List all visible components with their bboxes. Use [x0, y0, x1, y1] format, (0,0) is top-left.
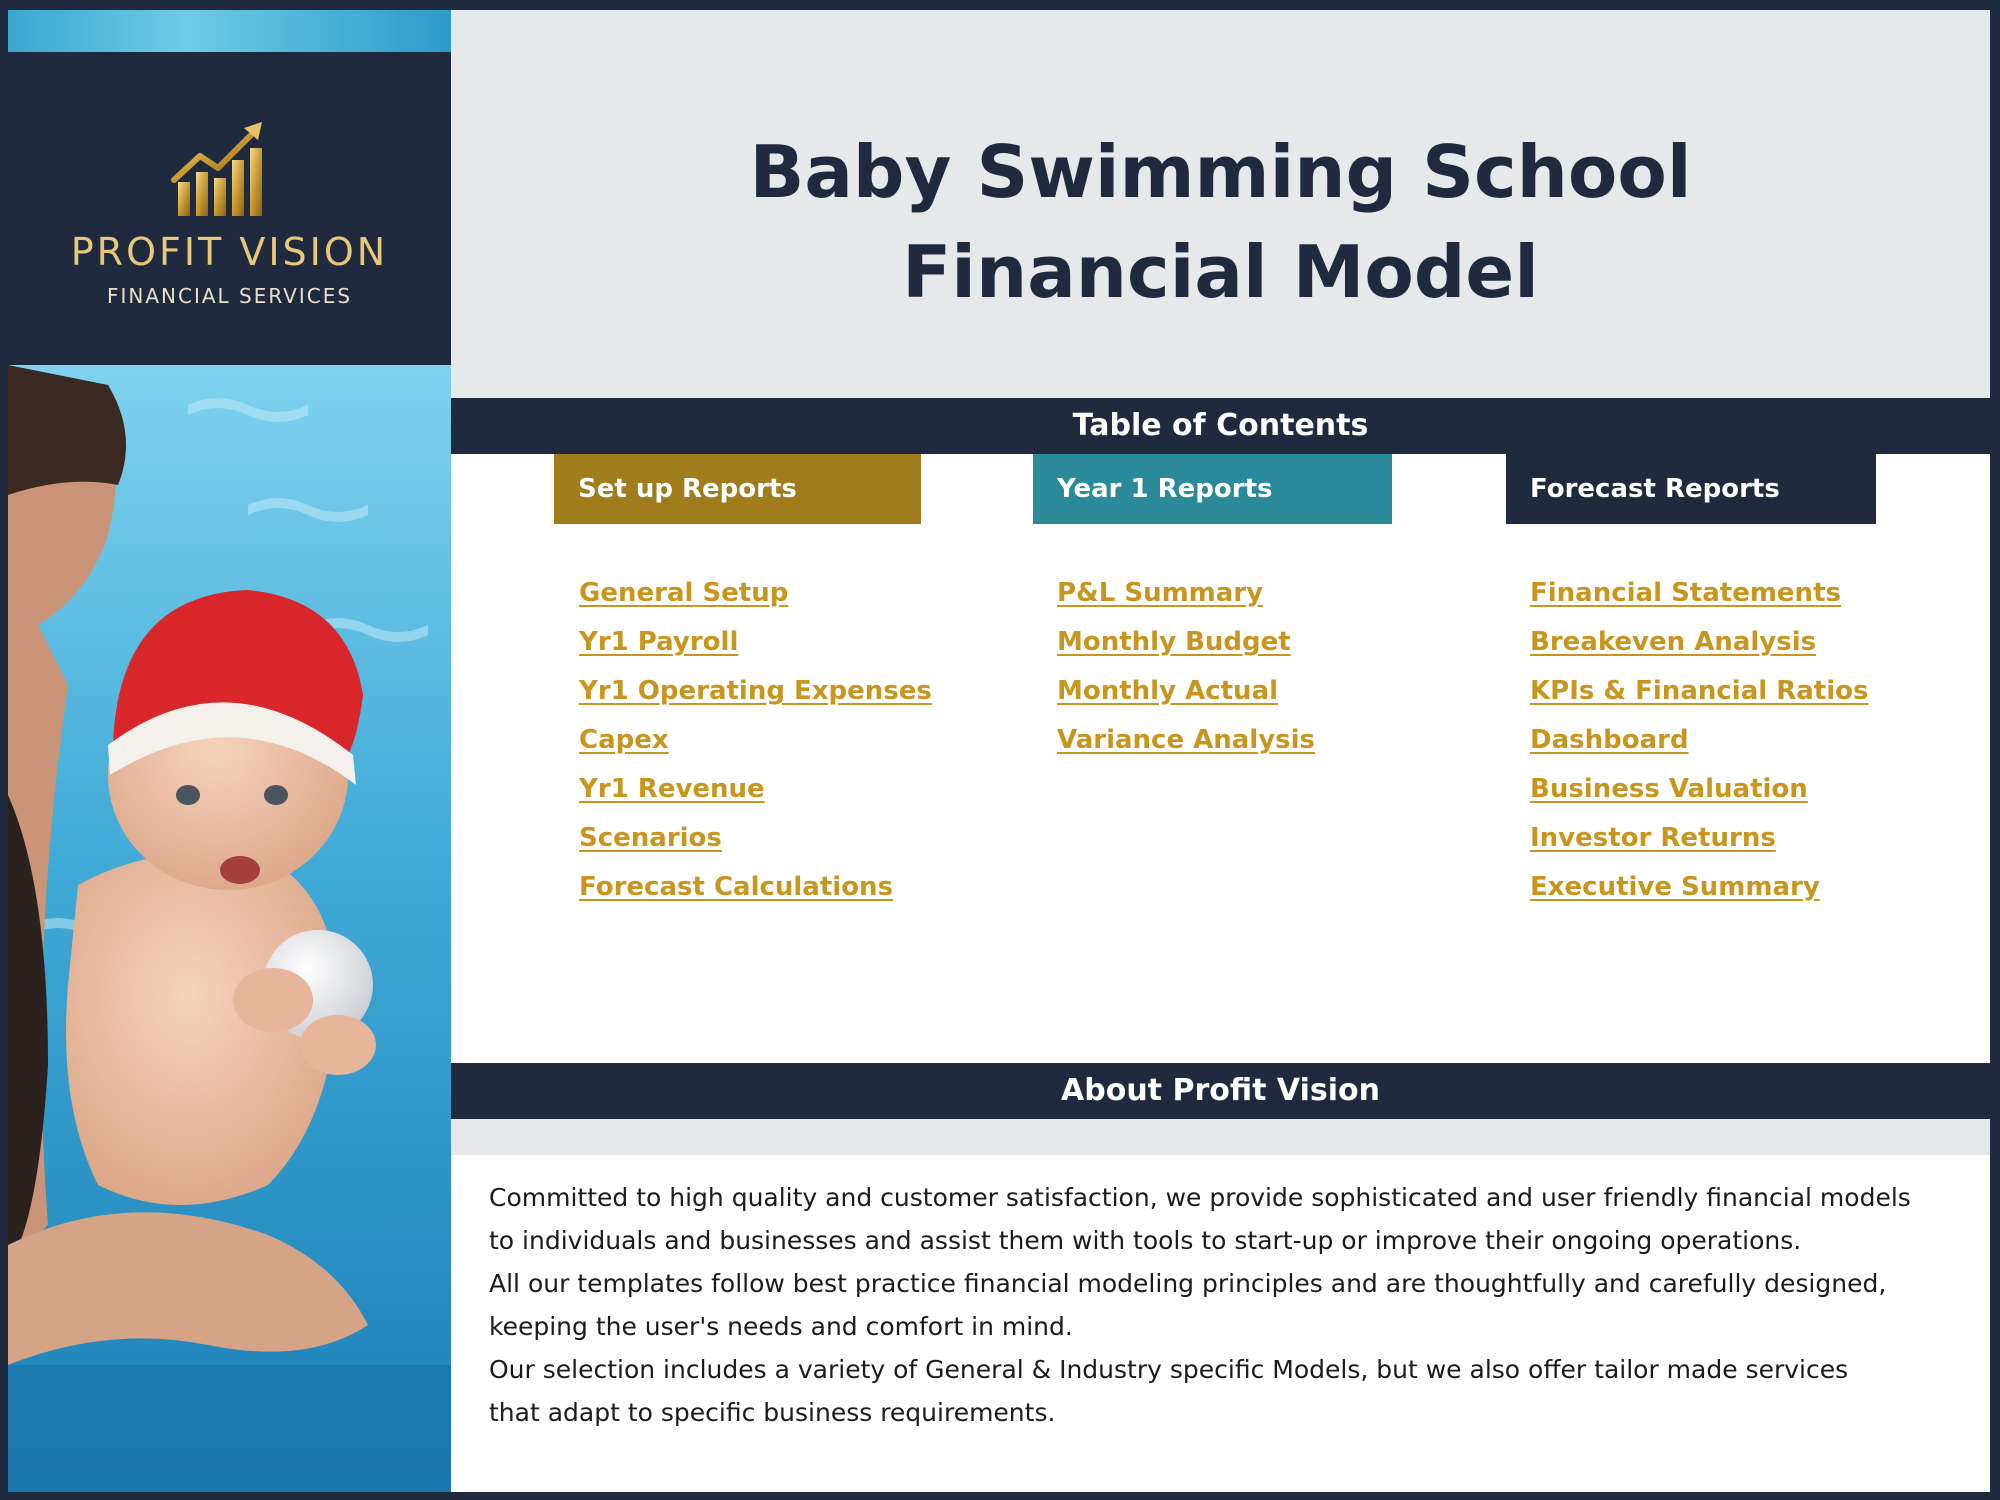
list-item [1530, 578, 1868, 627]
list-item [579, 578, 932, 627]
list-item [579, 676, 932, 725]
list-item [579, 627, 932, 676]
link-yr1-payroll[interactable]: Yr1 Payroll [579, 627, 739, 657]
page-title-line1: Baby Swimming School [749, 130, 1692, 214]
list-item [1530, 823, 1868, 872]
link-pl-summary[interactable]: P&L Summary [1057, 578, 1264, 608]
brand-logo-panel [8, 52, 451, 365]
link-scenarios[interactable]: Scenarios [579, 823, 722, 853]
link-kpis-financial-ratios[interactable]: KPIs & Financial Ratios [1530, 676, 1869, 706]
list-item [1530, 725, 1868, 774]
title-banner [451, 10, 1990, 398]
list-item [1057, 578, 1315, 627]
toc-heading: Table of Contents [451, 398, 1990, 454]
list-item [1530, 872, 1868, 921]
link-investor-returns[interactable]: Investor Returns [1530, 823, 1776, 853]
list-item [579, 823, 932, 872]
link-monthly-actual[interactable]: Monthly Actual [1057, 676, 1279, 706]
brand-tagline: FINANCIAL SERVICES [106, 284, 353, 308]
year1-reports-links [1057, 578, 1315, 774]
about-line: that adapt to specific business requirements. [489, 1398, 1056, 1427]
link-general-setup[interactable]: General Setup [579, 578, 789, 608]
link-business-valuation[interactable]: Business Valuation [1530, 774, 1808, 804]
link-financial-statements[interactable]: Financial Statements [1530, 578, 1841, 608]
about-line: Our selection includes a variety of General & Industry specific Models, but we also offer tailor made services [489, 1355, 1849, 1384]
main-content [451, 10, 1990, 1492]
forecast-reports-links [1530, 578, 1868, 921]
list-item [1530, 627, 1868, 676]
list-item [1530, 774, 1868, 823]
brand-name: PROFIT VISION [70, 230, 389, 274]
list-item [579, 774, 932, 823]
page-title-line2: Financial Model [902, 230, 1539, 314]
about-line: Committed to high quality and customer satisfaction, we provide sophisticated and user friendly financial models [489, 1183, 1911, 1212]
link-variance-analysis[interactable]: Variance Analysis [1057, 725, 1316, 755]
list-item [1057, 627, 1315, 676]
pool-image-strip [8, 10, 451, 52]
link-forecast-calculations[interactable]: Forecast Calculations [579, 872, 894, 902]
setup-reports-links [579, 578, 932, 921]
about-text [489, 1176, 1969, 1434]
link-monthly-budget[interactable]: Monthly Budget [1057, 627, 1291, 657]
link-executive-summary[interactable]: Executive Summary [1530, 872, 1820, 902]
about-heading: About Profit Vision [451, 1063, 1990, 1119]
list-item [579, 872, 932, 921]
about-line: All our templates follow best practice financial modeling principles and are thoughtfully and carefully designed, [489, 1269, 1887, 1298]
growth-chart-logo-icon [170, 122, 270, 222]
link-breakeven-analysis[interactable]: Breakeven Analysis [1530, 627, 1817, 657]
list-item [1057, 676, 1315, 725]
about-line: keeping the user's needs and comfort in mind. [489, 1312, 1073, 1341]
about-divider [451, 1119, 1990, 1155]
list-item [579, 725, 932, 774]
list-item [1530, 676, 1868, 725]
link-dashboard[interactable]: Dashboard [1530, 725, 1689, 755]
link-yr1-revenue[interactable]: Yr1 Revenue [579, 774, 765, 804]
year1-reports-header: Year 1 Reports [1033, 454, 1392, 524]
baby-swimming-photo [8, 365, 451, 1492]
about-line: to individuals and businesses and assist them with tools to start-up or improve their ongoing operations. [489, 1226, 1802, 1255]
list-item [1057, 725, 1315, 774]
link-capex[interactable]: Capex [579, 725, 669, 755]
left-sidebar [8, 10, 451, 1492]
setup-reports-header: Set up Reports [554, 454, 921, 524]
page-frame [8, 10, 1990, 1492]
forecast-reports-header: Forecast Reports [1506, 454, 1876, 524]
link-yr1-operating-expenses[interactable]: Yr1 Operating Expenses [579, 676, 932, 706]
